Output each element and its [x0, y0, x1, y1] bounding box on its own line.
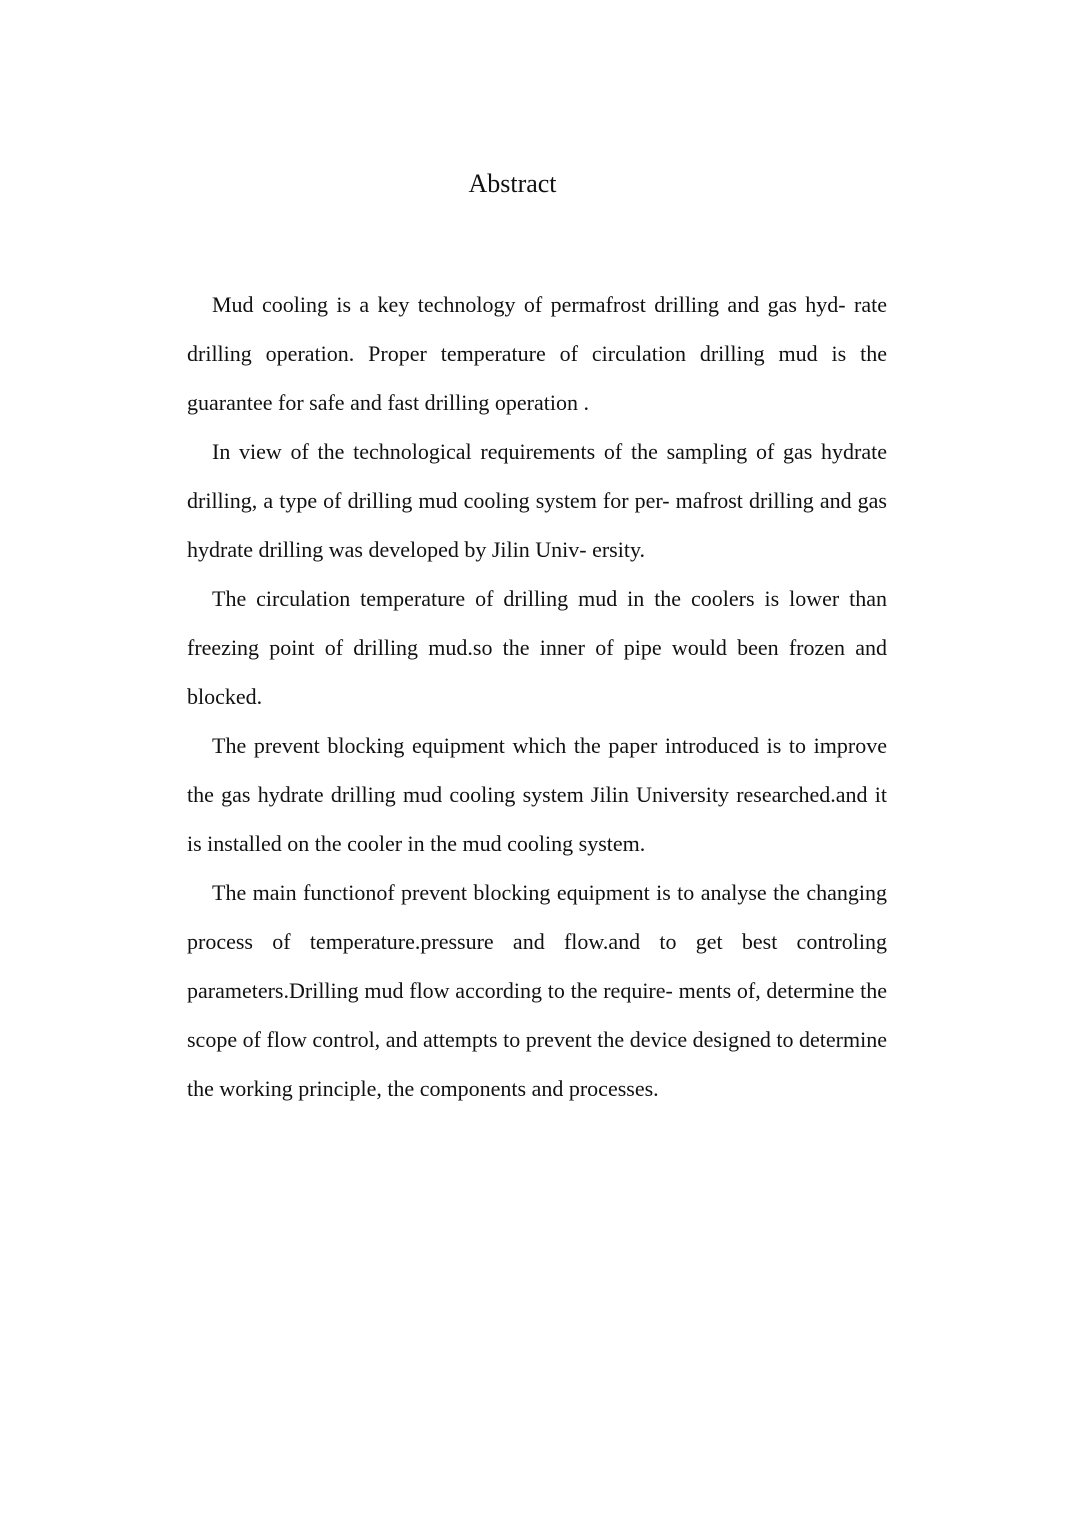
abstract-title: Abstract — [468, 169, 557, 198]
abstract-paragraph-5: The main functionof prevent blocking equipment is to analyse the changing process of temperature.pressure and flow.and to get best controling parameters.Drilling mud flow according to the require- ments of, determine the scope of flow control, and attempts to prevent the device designed to determine the working principle, the components and processes. — [187, 880, 887, 1101]
abstract-paragraph-3: The circulation temperature of drilling mud in the coolers is lower than freezing point of drilling mud.so the inner of pipe would been frozen and blocked. — [187, 586, 887, 709]
abstract-paragraph-2: In view of the technological requirements of the sampling of gas hydrate drilling, a type of drilling mud cooling system for per- mafrost drilling and gas hydrate drilling was developed by Jilin Univ- ersity. — [187, 439, 887, 562]
abstract-paragraph-4: The prevent blocking equipment which the paper introduced is to improve the gas hydrate drilling mud cooling system Jilin University researched.and it is installed on the cooler in the mud cooling system. — [187, 733, 887, 856]
abstract-paragraph-1: Mud cooling is a key technology of permafrost drilling and gas hyd- rate drilling operation. Proper temperature of circulation drilling mud is the guarantee for safe and fast drilling operation . — [187, 292, 887, 415]
abstract-body — [187, 280, 887, 1113]
